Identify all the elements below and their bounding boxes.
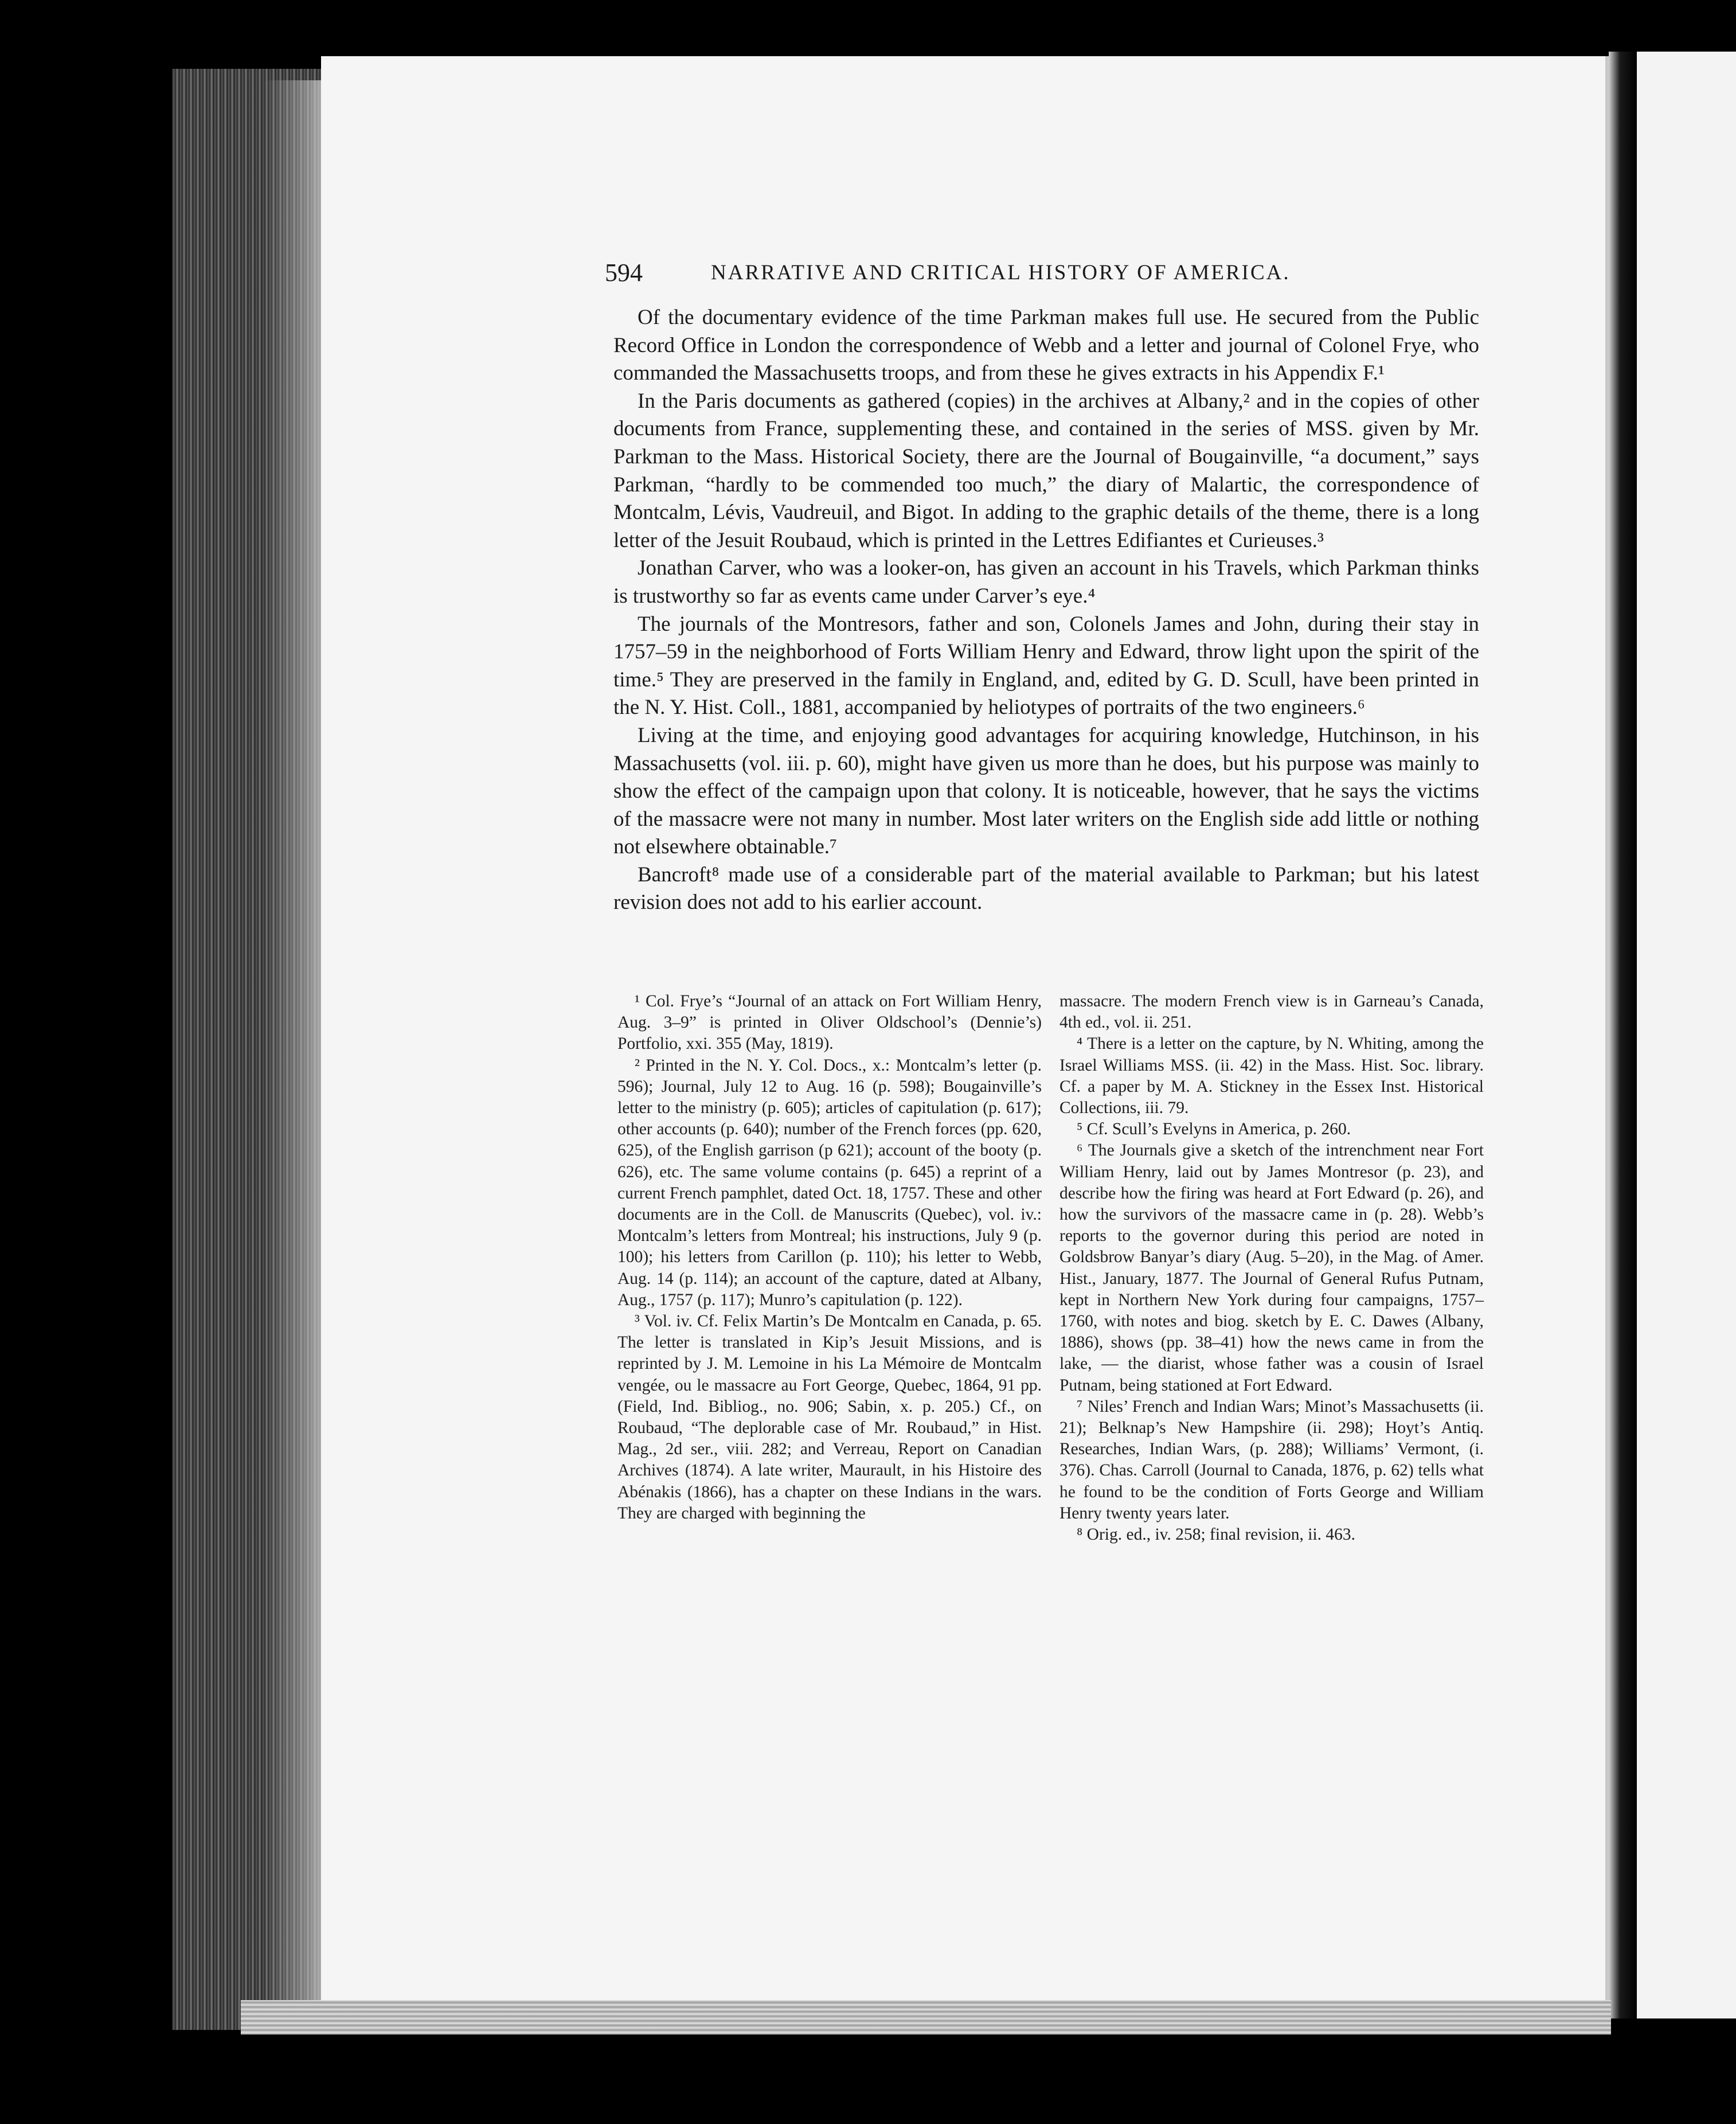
footnote: ⁶ The Journals give a sketch of the intrenchment near Fort William Henry, laid out by James Montresor (p. 23), and describe how the firing was heard at Fort Edward (p. 26), and how the survivors of the massacre came in (p. 28). Webb’s reports to the governor during this period are noted in Goldsbrow Banyar’s diary (Aug. 5–20), in the Mag. of Amer. Hist., January, 1877. The Journal of General Rufus Putnam, kept in Northern New York during four campaigns, 1757–1760, with notes and biog. sketch by E. C. Dawes (Albany, 1886), shows (pp. 38–41) how the news came in from the lake, — the diarist, whose father was a cousin of Israel Putnam, being stationed at Fort Edward. — [1059, 1141, 1484, 1395]
footnote: ⁴ There is a letter on the capture, by N. Whiting, among the Israel Williams MSS. (ii. 42) in the Mass. Hist. Soc. library. Cf. a paper by M. A. Stickney in the Essex Inst. Historical Collections, iii. 79. — [1059, 1034, 1484, 1118]
footnotes-right-column — [1059, 991, 1484, 1545]
paragraph: Jonathan Carver, who was a looker-on, has given an account in his Travels, which Parkman thinks is trustworthy so far as events came under Carver’s eye.⁴ — [613, 556, 1479, 608]
main-text — [613, 304, 1479, 917]
footnote: ⁵ Cf. Scull’s Evelyns in America, p. 260. — [1077, 1120, 1351, 1139]
paragraph: Living at the time, and enjoying good advantages for acquiring knowledge, Hutchinson, in his Massachusetts (vol. iii. p. 60), might have given us more than he does, but his purpose was mainly to show the effect of the campaign upon that colony. It is noticeable, however, that he says the victims of the massacre were not many in number. Most later writers on the English side add little or nothing not elsewhere obtainable.⁷ — [613, 723, 1479, 859]
paragraph: In the Paris documents as gathered (copies) in the archives at Albany,² and in the copies of other documents from France, supplementing these, and contained in the series of MSS. given by Mr. Parkman to the Mass. Historical Society, there are the Journal of Bougainville, “a document,” says Parkman, “hardly to be commended too much,” the diary of Malartic, the correspondence of Montcalm, Lévis, Vaudreuil, and Bigot. In adding to the graphic details of the theme, there is a long letter of the Jesuit Roubaud, which is printed in the Lettres Edifiantes et Curieuses.³ — [613, 389, 1479, 552]
footnote: ⁸ Orig. ed., iv. 258; final revision, ii. 463. — [1077, 1525, 1356, 1544]
running-head — [605, 258, 1465, 298]
footnote: ¹ Col. Frye’s “Journal of an attack on Fort William Henry, Aug. 3–9” is printed in Oliver Oldschool’s (Dennie’s) Portfolio, xxi. 355 (May, 1819). — [617, 992, 1042, 1053]
footnotes-left-column — [617, 991, 1042, 1524]
next-page-edge — [1637, 52, 1736, 2018]
page-title: NARRATIVE AND CRITICAL HISTORY OF AMERICA. — [711, 261, 1291, 284]
paragraph: Of the documentary evidence of the time Parkman makes full use. He secured from the Public Record Office in London the correspondence of Webb and a letter and journal of Colonel Frye, who commanded the Massachusetts troops, and from these he gives extracts in his Appendix F.¹ — [613, 306, 1479, 385]
footnote: ² Printed in the N. Y. Col. Docs., x.: Montcalm’s letter (p. 596); Journal, July 12 to Aug. 16 (p. 598); Bougainville’s letter to the ministry (p. 605); articles of capitulation (p. 617); other accounts (p. 640); number of the French forces (pp. 620, 625), of the English garrison (p 621); account of the booty (p. 626), etc. The same volume contains (p. 645) a reprint of a current French pamphlet, dated Oct. 18, 1757. These and other documents are in the Coll. de Manuscrits (Quebec), vol. iv.: Montcalm’s letters from Montreal; his instructions, July 9 (p. 100); his letters from Carillon (p. 110); his letter to Webb, Aug. 14 (p. 114); an account of the capture, dated at Albany, Aug., 1757 (p. 117); Munro’s capitulation (p. 122). — [617, 1056, 1042, 1309]
footnote-continuation: massacre. The modern French view is in Garneau’s Canada, 4th ed., vol. ii. 251. — [1059, 992, 1484, 1032]
paragraph: The journals of the Montresors, father and son, Colonels James and John, during their stay in 1757–59 in the neighborhood of Forts William Henry and Edward, throw light upon the spirit of the time.⁵ They are preserved in the family in England, and, edited by G. D. Scull, have been printed in the N. Y. Hist. Coll., 1881, accompanied by heliotypes of portraits of the two engineers.⁶ — [613, 612, 1479, 720]
footnote: ⁷ Niles’ French and Indian Wars; Minot’s Massachusetts (ii. 21); Belknap’s New Hampshire (ii. 298); Hoyt’s Antiq. Researches, Indian Wars, (p. 288); Williams’ Vermont, (i. 376). Chas. Carroll (Journal to Canada, 1876, p. 62) tells what he found to be the condition of Forts George and William Henry twenty years later. — [1059, 1397, 1484, 1522]
page-number: 594 — [605, 259, 643, 287]
paragraph: Bancroft⁸ made use of a considerable part of the material available to Parkman; but his latest revision does not add to his earlier account. — [613, 862, 1479, 915]
page-bottom-edge — [241, 2000, 1611, 2035]
page-gutter — [1609, 52, 1637, 2018]
footnote: ³ Vol. iv. Cf. Felix Martin’s De Montcalm en Canada, p. 65. The letter is translated in Kip’s Jesuit Missions, and is reprinted by J. M. Lemoine in his La Mémoire de Montcalm vengée, ou le massacre au Fort George, Quebec, 1864, 91 pp. (Field, Ind. Bibliog., no. 906; Sabin, x. p. 205.) Cf., on Roubaud, “The deplorable case of Mr. Roubaud,” in Hist. Mag., 2d ser., viii. 282; and Verreau, Report on Canadian Archives (1874). A late writer, Maurault, in his Histoire des Abénakis (1866), has a chapter on these Indians in the wars. They are charged with beginning the — [617, 1312, 1042, 1522]
